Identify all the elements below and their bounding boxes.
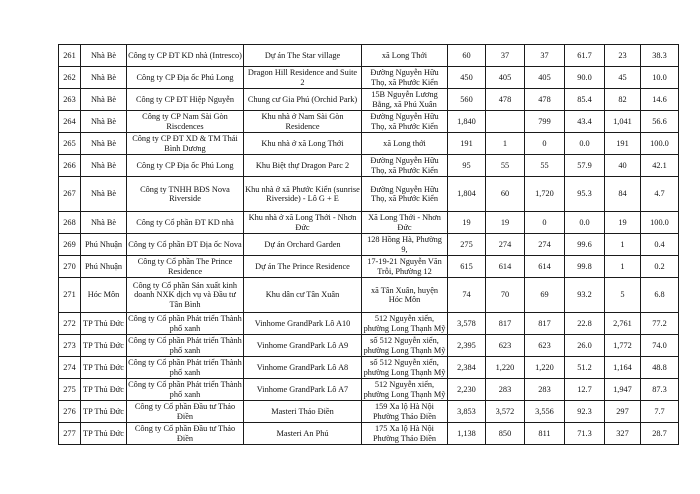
cell-district: Nhà Bè xyxy=(81,111,127,133)
cell-no: 262 xyxy=(59,67,81,89)
table-row xyxy=(59,401,679,423)
cell-no: 269 xyxy=(59,234,81,256)
cell-v1: 19 xyxy=(448,212,486,234)
cell-v6: 100.0 xyxy=(641,212,679,234)
cell-v2: 850 xyxy=(486,423,525,445)
cell-district: Nhà Bè xyxy=(81,177,127,212)
cell-address: số 512 Nguyễn xiển, phường Long Thạnh Mỹ xyxy=(362,335,448,357)
cell-project: Dragon Hill Residence and Suite 2 xyxy=(244,67,362,89)
cell-v1: 60 xyxy=(448,45,486,67)
cell-v1: 1,138 xyxy=(448,423,486,445)
table-row xyxy=(59,379,679,401)
cell-v5: 84 xyxy=(605,177,641,212)
cell-company: Công ty Cổ phần Phát triển Thành phố xanh xyxy=(128,358,242,377)
cell-company: Công ty Cổ phần Đầu tư Thảo Điền xyxy=(127,423,244,445)
cell-v5: 1 xyxy=(605,234,641,256)
cell-address: số 512 Nguyễn xiển, phường Long Thạnh Mỹ xyxy=(362,357,448,379)
cell-district: TP Thủ Đức xyxy=(81,423,127,445)
cell-no: 265 xyxy=(59,133,81,155)
cell-v1: 1,804 xyxy=(448,177,486,212)
table-row xyxy=(59,256,679,278)
cell-v1: 275 xyxy=(448,234,486,256)
cell-v2: 70 xyxy=(486,278,525,313)
table-body xyxy=(59,45,679,445)
cell-project: Dự án The Star village xyxy=(244,45,362,67)
cell-v3: 0 xyxy=(525,212,565,234)
table-row xyxy=(59,212,679,234)
cell-no: 261 xyxy=(59,45,81,67)
cell-company: Công ty Cổ phần Phát triển Thành phố xanh xyxy=(128,336,242,355)
cell-no: 277 xyxy=(59,423,81,445)
cell-address: 15B Nguyễn Lương Bằng, xã Phú Xuân xyxy=(362,89,448,111)
cell-v4: 99.8 xyxy=(565,256,605,278)
cell-v3: 614 xyxy=(525,256,565,278)
cell-no: 272 xyxy=(59,313,81,335)
cell-v5: 1,041 xyxy=(605,111,641,133)
cell-v3: 37 xyxy=(525,45,565,67)
cell-v4: 93.2 xyxy=(565,278,605,313)
cell-district: Nhà Bè xyxy=(81,89,127,111)
table-row xyxy=(59,313,679,335)
cell-v1: 2,230 xyxy=(448,379,486,401)
cell-company: Công ty TNHH BĐS Nova Riverside xyxy=(127,177,244,212)
cell-no: 271 xyxy=(59,278,81,313)
cell-company: Công ty CP ĐT XD & TM Thái Bình Dương xyxy=(127,133,244,155)
cell-v2: 817 xyxy=(486,313,525,335)
cell-v4: 71.3 xyxy=(565,423,605,445)
table-row xyxy=(59,155,679,177)
cell-v4: 12.7 xyxy=(565,379,605,401)
cell-v1: 450 xyxy=(448,67,486,89)
cell-district: TP Thủ Đức xyxy=(81,335,127,357)
table-row xyxy=(59,45,679,67)
cell-v5: 82 xyxy=(605,89,641,111)
cell-address: 159 Xa lộ Hà Nội Phường Thảo Điền xyxy=(362,401,448,423)
cell-project: Khu dân cư Tân Xuân xyxy=(244,278,362,313)
cell-v4: 0.0 xyxy=(565,212,605,234)
cell-address: xã Tân Xuân, huyện Hóc Môn xyxy=(362,278,448,313)
cell-district: Phú Nhuận xyxy=(81,234,127,256)
cell-project: Khu Biệt thự Dragon Parc 2 xyxy=(244,155,362,177)
cell-v3: 623 xyxy=(525,335,565,357)
table-row xyxy=(59,335,679,357)
cell-address: Đường Nguyễn Hữu Thọ, xã Phước Kiển xyxy=(362,155,448,177)
table-row xyxy=(59,67,679,89)
table-row xyxy=(59,423,679,445)
cell-no: 266 xyxy=(59,155,81,177)
cell-v6: 77.2 xyxy=(641,313,679,335)
cell-district: Phú Nhuận xyxy=(81,256,127,278)
cell-v6: 100.0 xyxy=(641,133,679,155)
cell-v6: 74.0 xyxy=(641,335,679,357)
cell-company: Công ty Cổ phần ĐT KD nhà xyxy=(127,212,244,234)
cell-no: 267 xyxy=(59,177,81,212)
cell-address: xã Long thới xyxy=(362,133,448,155)
cell-company: Công ty Cổ phần The Prince Residence xyxy=(127,256,244,278)
cell-v5: 297 xyxy=(605,401,641,423)
cell-company: Công ty Cổ phần Đầu tư Thảo Điền xyxy=(127,401,244,423)
cell-project: Khu nhà ở xã Long Thới xyxy=(244,133,362,155)
cell-v2: 37 xyxy=(486,45,525,67)
cell-company: Công ty Cổ phần Phát triển Thành phố xanh xyxy=(128,380,242,399)
cell-v5: 1 xyxy=(605,256,641,278)
cell-v5: 191 xyxy=(605,133,641,155)
cell-project: Chung cư Gia Phú (Orchid Park) xyxy=(244,89,362,111)
cell-v1: 560 xyxy=(448,89,486,111)
cell-no: 274 xyxy=(59,357,81,379)
cell-v5: 19 xyxy=(605,212,641,234)
cell-v4: 85.4 xyxy=(565,89,605,111)
cell-district: Nhà Bè xyxy=(81,133,127,155)
cell-project: Dự án Orchard Garden xyxy=(244,234,362,256)
cell-no: 270 xyxy=(59,256,81,278)
cell-company: Công ty CP ĐT Hiệp Nguyễn xyxy=(127,89,244,111)
cell-company: Công ty Cổ phần ĐT Địa ốc Nova xyxy=(127,234,244,256)
cell-project: Vinhome GrandPark Lô A8 xyxy=(244,357,362,379)
cell-v1: 74 xyxy=(448,278,486,313)
cell-v6: 48.8 xyxy=(641,357,679,379)
cell-address: Xã Long Thới - Nhơn Đức xyxy=(362,212,448,234)
cell-company: Công ty Cổ phần Phát triển Thành phố xanh xyxy=(128,314,242,333)
cell-v2: 55 xyxy=(486,155,525,177)
cell-company: Công ty CP ĐT KD nhà (Intresco) xyxy=(127,45,244,67)
cell-no: 275 xyxy=(59,379,81,401)
cell-v6: 56.6 xyxy=(641,111,679,133)
cell-v5: 1,164 xyxy=(605,357,641,379)
cell-v2: 274 xyxy=(486,234,525,256)
cell-v3: 283 xyxy=(525,379,565,401)
cell-v5: 5 xyxy=(605,278,641,313)
cell-v6: 7.7 xyxy=(641,401,679,423)
cell-v6: 4.7 xyxy=(641,177,679,212)
cell-district: Nhà Bè xyxy=(81,212,127,234)
cell-v5: 327 xyxy=(605,423,641,445)
cell-v1: 3,853 xyxy=(448,401,486,423)
cell-v2: 623 xyxy=(486,335,525,357)
cell-v6: 0.4 xyxy=(641,234,679,256)
cell-v5: 1,772 xyxy=(605,335,641,357)
cell-company: Công ty CP Địa ốc Phú Long xyxy=(127,67,244,89)
cell-v1: 3,578 xyxy=(448,313,486,335)
cell-address: 175 Xa lộ Hà Nội Phường Thảo Điền xyxy=(362,423,448,445)
cell-v3: 69 xyxy=(525,278,565,313)
cell-v5: 45 xyxy=(605,67,641,89)
cell-district: TP Thủ Đức xyxy=(81,401,127,423)
cell-district: TP Thủ Đức xyxy=(81,379,127,401)
cell-address: xã Long Thới xyxy=(362,45,448,67)
table-row xyxy=(59,278,679,313)
table-row xyxy=(59,234,679,256)
cell-district: Nhà Bè xyxy=(81,45,127,67)
cell-v1: 615 xyxy=(448,256,486,278)
cell-v1: 2,395 xyxy=(448,335,486,357)
cell-v3: 55 xyxy=(525,155,565,177)
cell-project: Masteri An Phú xyxy=(244,423,362,445)
cell-address: 512 Nguyễn xiển, phường Long Thạnh Mỹ xyxy=(362,379,448,401)
cell-no: 268 xyxy=(59,212,81,234)
cell-v4: 26.0 xyxy=(565,335,605,357)
cell-v6: 42.1 xyxy=(641,155,679,177)
cell-v2: 19 xyxy=(486,212,525,234)
cell-v6: 10.0 xyxy=(641,67,679,89)
cell-v2: 3,572 xyxy=(486,401,525,423)
cell-v2: 1,220 xyxy=(486,357,525,379)
cell-v4: 0.0 xyxy=(565,133,605,155)
cell-company: Công ty CP Địa ốc Phú Long xyxy=(127,155,244,177)
cell-address: 512 Nguyễn xiển, phường Long Thạnh Mỹ xyxy=(362,313,448,335)
cell-v1: 95 xyxy=(448,155,486,177)
cell-address: Đường Nguyễn Hữu Thọ, xã Phước Kiển xyxy=(362,67,448,89)
cell-v3: 811 xyxy=(525,423,565,445)
table-row xyxy=(59,133,679,155)
cell-v2: 60 xyxy=(486,177,525,212)
cell-v2 xyxy=(486,111,525,133)
cell-v3: 799 xyxy=(525,111,565,133)
cell-v2: 283 xyxy=(486,379,525,401)
table-row xyxy=(59,89,679,111)
cell-v6: 87.3 xyxy=(641,379,679,401)
cell-v1: 2,384 xyxy=(448,357,486,379)
cell-v5: 40 xyxy=(605,155,641,177)
cell-project: Masteri Thảo Điền xyxy=(244,401,362,423)
cell-v6: 38.3 xyxy=(641,45,679,67)
cell-v6: 28.7 xyxy=(641,423,679,445)
cell-v2: 1 xyxy=(486,133,525,155)
cell-no: 273 xyxy=(59,335,81,357)
cell-v4: 43.4 xyxy=(565,111,605,133)
cell-project: Vinhome GrandPark Lô A10 xyxy=(244,313,362,335)
cell-district: Nhà Bè xyxy=(81,67,127,89)
cell-v2: 405 xyxy=(486,67,525,89)
housing-projects-table xyxy=(58,44,679,445)
cell-v3: 3,556 xyxy=(525,401,565,423)
cell-v3: 405 xyxy=(525,67,565,89)
cell-v5: 23 xyxy=(605,45,641,67)
table-row xyxy=(59,357,679,379)
cell-v3: 274 xyxy=(525,234,565,256)
cell-project: Vinhome GrandPark Lô A7 xyxy=(244,379,362,401)
cell-project: Khu nhà ở xã Long Thới - Nhơn Đức xyxy=(244,212,362,234)
cell-v3: 0 xyxy=(525,133,565,155)
cell-v6: 14.6 xyxy=(641,89,679,111)
cell-district: TP Thủ Đức xyxy=(81,313,127,335)
cell-v1: 1,840 xyxy=(448,111,486,133)
cell-v6: 6.8 xyxy=(641,278,679,313)
cell-v4: 90.0 xyxy=(565,67,605,89)
cell-v4: 57.9 xyxy=(565,155,605,177)
cell-district: Hóc Môn xyxy=(81,278,127,313)
cell-project: Dự án The Prince Residence xyxy=(244,256,362,278)
table-row xyxy=(59,111,679,133)
cell-v3: 1,720 xyxy=(525,177,565,212)
cell-no: 263 xyxy=(59,89,81,111)
cell-no: 276 xyxy=(59,401,81,423)
cell-v3: 1,220 xyxy=(525,357,565,379)
cell-district: Nhà Bè xyxy=(81,155,127,177)
cell-v3: 817 xyxy=(525,313,565,335)
cell-v6: 0.2 xyxy=(641,256,679,278)
cell-project: Khu nhà ở Nam Sài Gòn Residence xyxy=(244,111,362,133)
cell-v2: 478 xyxy=(486,89,525,111)
cell-project: Vinhome GrandPark Lô A9 xyxy=(244,335,362,357)
table-row xyxy=(59,177,679,212)
cell-v2: 614 xyxy=(486,256,525,278)
cell-v4: 51.2 xyxy=(565,357,605,379)
cell-v4: 22.8 xyxy=(565,313,605,335)
cell-project: Khu nhà ở xã Phước Kiển (sunrise Riverside) - Lô G + E xyxy=(244,177,362,212)
cell-v5: 1,947 xyxy=(605,379,641,401)
cell-address: Đường Nguyễn Hữu Thọ, xã Phước Kiển xyxy=(362,177,448,212)
cell-district: TP Thủ Đức xyxy=(81,357,127,379)
cell-address: 17-19-21 Nguyễn Văn Trỗi, Phường 12 xyxy=(362,256,448,278)
cell-v4: 61.7 xyxy=(565,45,605,67)
cell-address: 128 Hồng Hà, Phường 9, xyxy=(362,234,448,256)
cell-v4: 99.6 xyxy=(565,234,605,256)
cell-company: Công ty CP Nam Sài Gòn Riscdences xyxy=(127,111,244,133)
cell-company: Công ty Cổ phần Sản xuất kinh doanh NXK dịch vụ và Đầu tư Tân Bình xyxy=(127,278,244,313)
cell-v1: 191 xyxy=(448,133,486,155)
cell-v3: 478 xyxy=(525,89,565,111)
cell-address: Đường Nguyễn Hữu Thọ, xã Phước Kiển xyxy=(362,111,448,133)
cell-v4: 92.3 xyxy=(565,401,605,423)
cell-no: 264 xyxy=(59,111,81,133)
cell-v4: 95.3 xyxy=(565,177,605,212)
cell-v5: 2,761 xyxy=(605,313,641,335)
